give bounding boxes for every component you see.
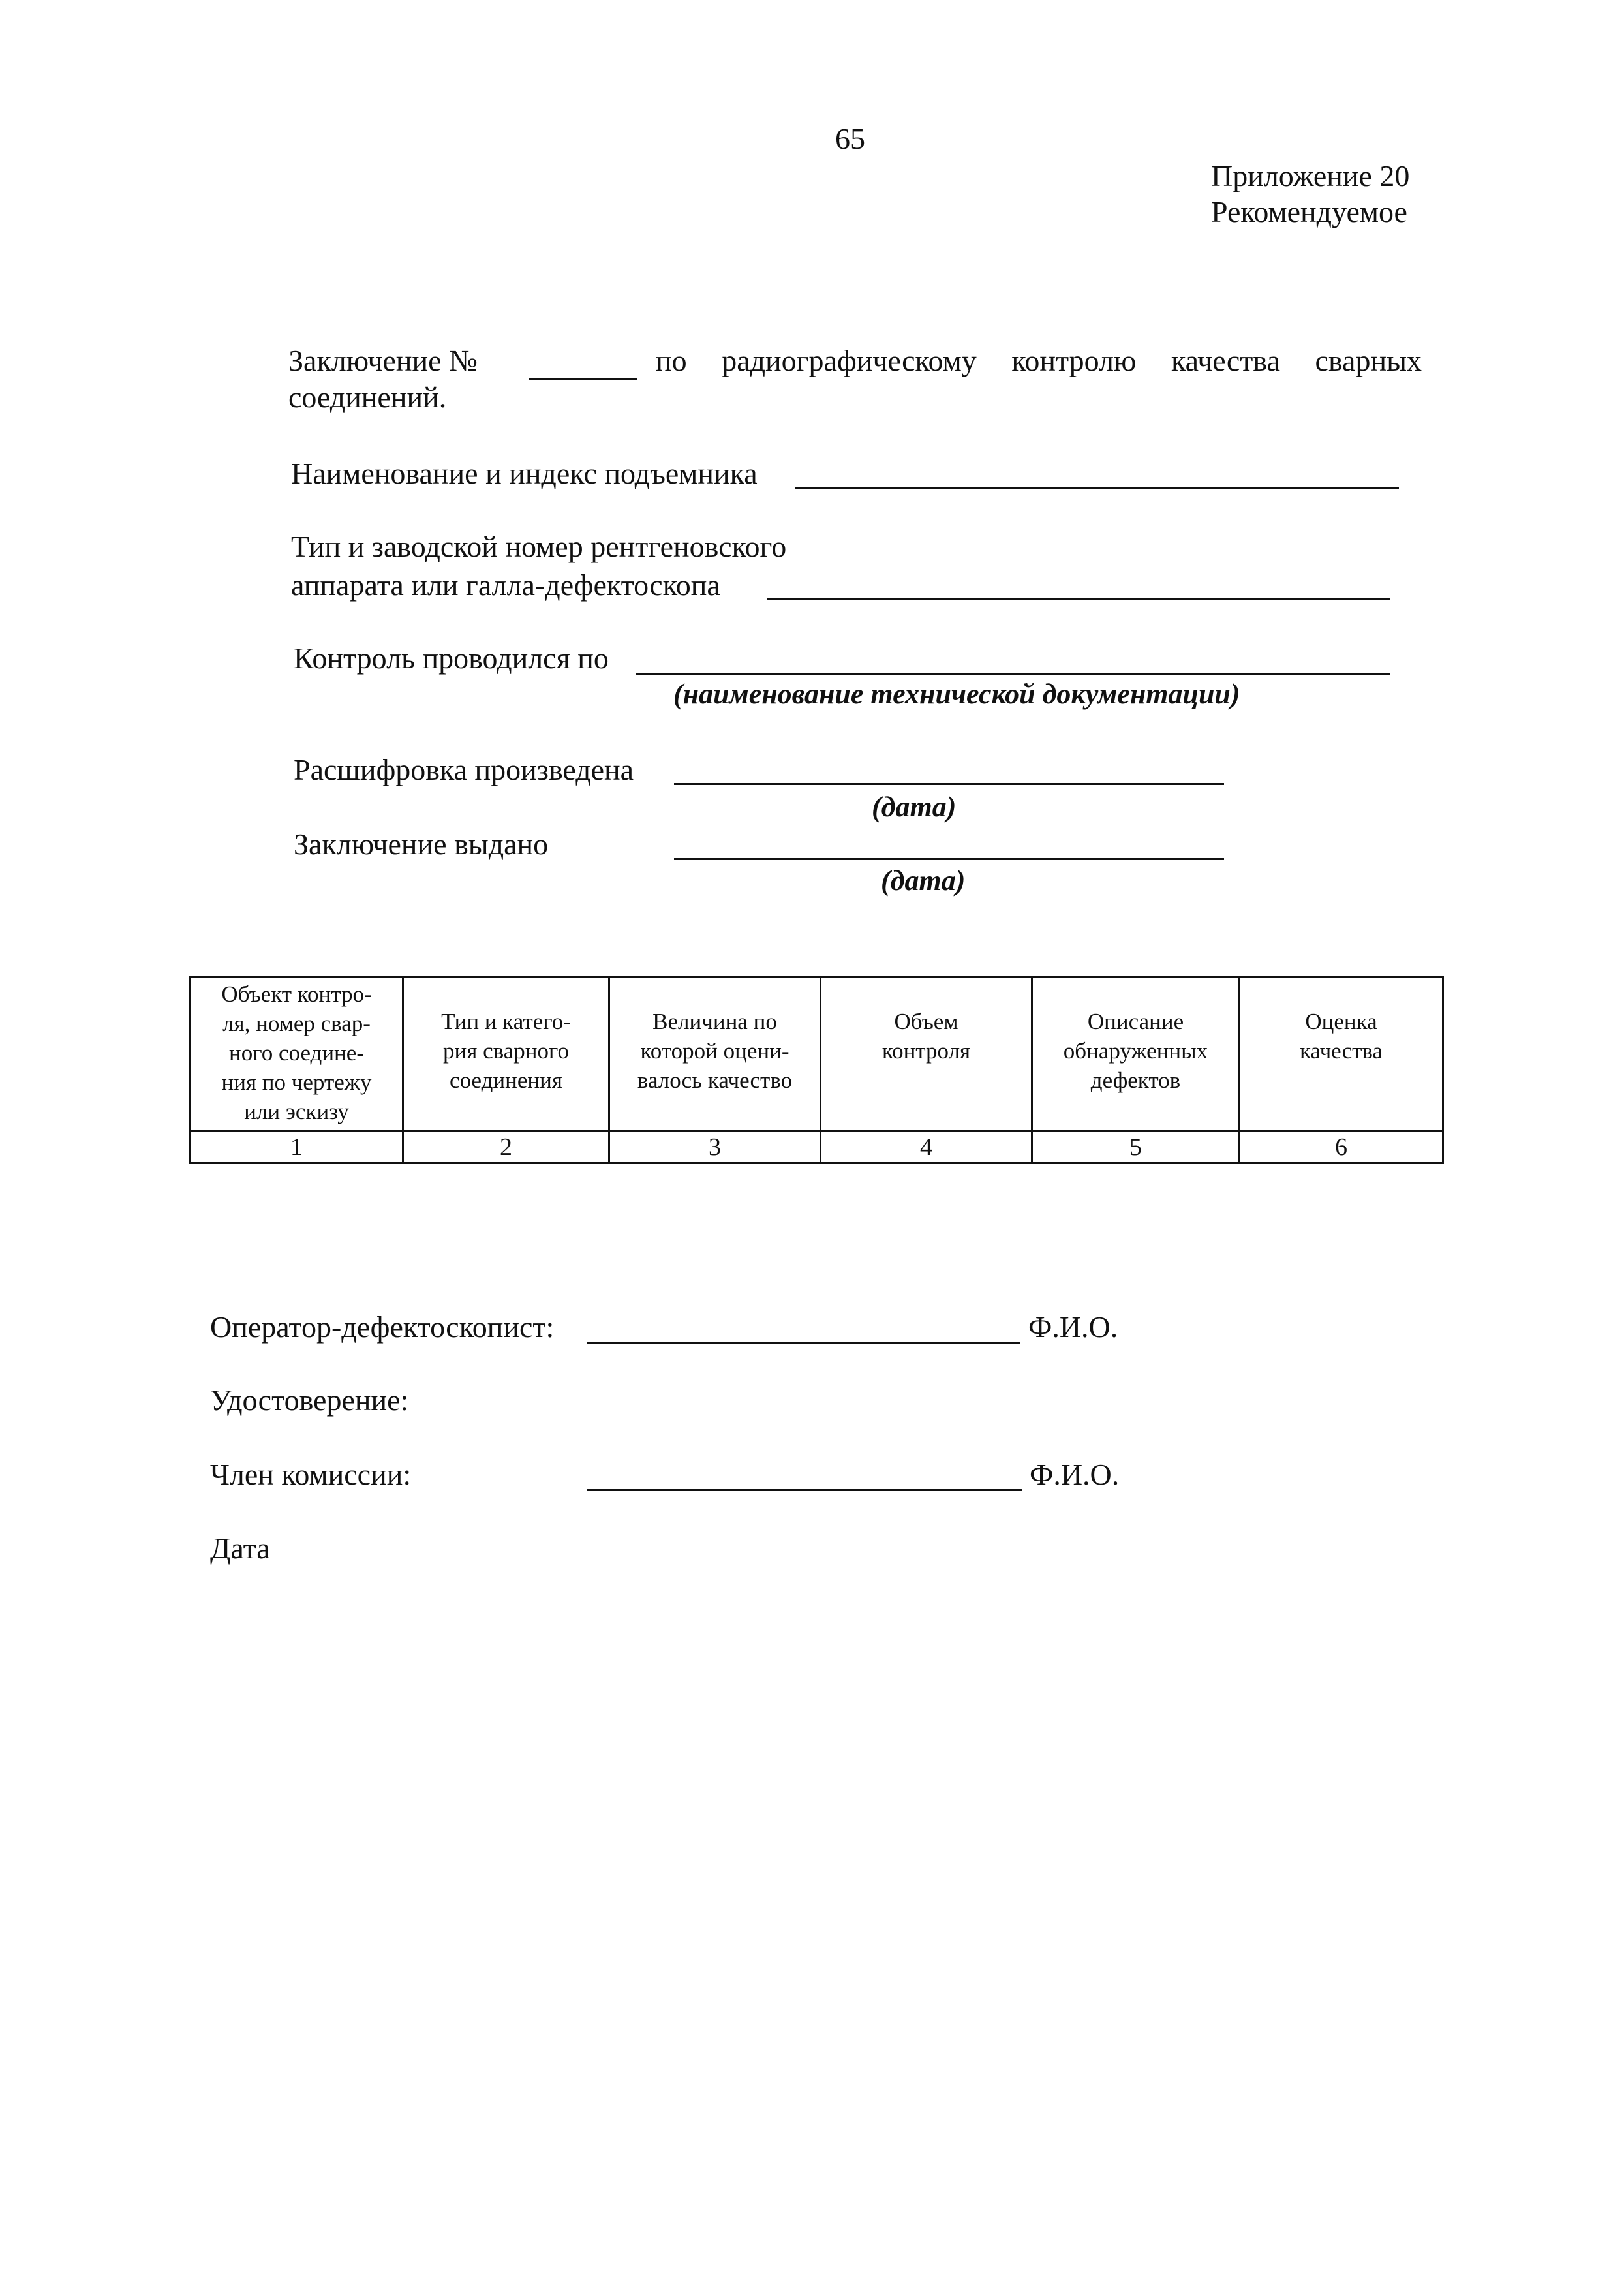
appendix-label: Приложение 20 — [1211, 159, 1410, 192]
column-number: 6 — [1240, 1131, 1443, 1163]
column-number: 1 — [191, 1131, 403, 1163]
header-text: обнаруженных — [1063, 1038, 1208, 1064]
inspection-table — [189, 976, 1444, 1164]
header-text: Оценка — [1305, 1009, 1377, 1034]
header-text: рия сварного — [443, 1038, 569, 1064]
header-text: качества — [1299, 1038, 1383, 1064]
decoding-caption: (дата) — [872, 791, 957, 823]
member-fio: Ф.И.О. — [1030, 1458, 1120, 1491]
conclusion-prefix: Заключение № — [288, 344, 478, 377]
header-text: Тип и катего- — [441, 1009, 571, 1034]
operator-signature-field[interactable] — [587, 1342, 1020, 1344]
header-text: Описание — [1087, 1009, 1184, 1034]
table-number-row — [191, 1131, 1443, 1163]
lift-name-field[interactable] — [795, 487, 1399, 489]
header-text: или эскизу — [244, 1099, 349, 1124]
header-text: ля, номер свар- — [222, 1011, 371, 1036]
member-signature-field[interactable] — [587, 1489, 1022, 1491]
conclusion-suffix: по радиографическому контролю качества сварных — [656, 344, 1422, 377]
header-type — [403, 977, 609, 1131]
lift-name-label: Наименование и индекс подъемника — [291, 457, 758, 490]
column-number: 4 — [821, 1131, 1032, 1163]
header-text: Величина по — [652, 1009, 777, 1034]
table-header-row — [191, 977, 1443, 1131]
conclusion-line2: соединений. — [288, 380, 447, 414]
decoding-label: Расшифровка произведена — [294, 753, 634, 786]
header-object — [191, 977, 403, 1131]
decoding-date-field[interactable] — [674, 783, 1224, 785]
column-number: 5 — [1032, 1131, 1240, 1163]
header-volume — [821, 977, 1032, 1131]
xray-label-line2: аппарата или галла-дефектоскопа — [291, 568, 720, 602]
control-field[interactable] — [636, 673, 1390, 675]
header-text: валось качество — [637, 1068, 793, 1093]
header-text: которой оцени- — [640, 1038, 789, 1064]
issued-caption: (дата) — [881, 865, 966, 897]
header-text: ния по чертежу — [221, 1070, 372, 1095]
control-caption: (наименование технической документации) — [673, 678, 1240, 710]
header-text: контроля — [881, 1038, 971, 1064]
certificate-label: Удостоверение: — [210, 1383, 409, 1417]
header-text: Объем — [894, 1009, 958, 1034]
issued-date-field[interactable] — [674, 858, 1224, 860]
header-assessment — [1240, 977, 1443, 1131]
page-number: 65 — [835, 122, 865, 155]
header-text: ного соедине- — [229, 1040, 364, 1066]
header-defects — [1032, 977, 1240, 1131]
header-text: дефектов — [1090, 1068, 1181, 1093]
xray-label-line1: Тип и заводской номер рентгеновского — [291, 530, 787, 563]
conclusion-number-field[interactable] — [529, 378, 637, 380]
date-label: Дата — [210, 1531, 270, 1565]
issued-label: Заключение выдано — [294, 827, 549, 861]
operator-label: Оператор-дефектоскопист: — [210, 1310, 555, 1344]
header-text: соединения — [450, 1068, 562, 1093]
header-text: Объект контро- — [221, 981, 372, 1007]
header-value — [609, 977, 821, 1131]
column-number: 3 — [609, 1131, 821, 1163]
column-number: 2 — [403, 1131, 609, 1163]
xray-field[interactable] — [767, 598, 1390, 600]
member-label: Член комиссии: — [210, 1458, 412, 1491]
operator-fio: Ф.И.О. — [1028, 1310, 1118, 1344]
control-label: Контроль проводился по — [294, 641, 609, 675]
appendix-status: Рекомендуемое — [1211, 195, 1407, 228]
